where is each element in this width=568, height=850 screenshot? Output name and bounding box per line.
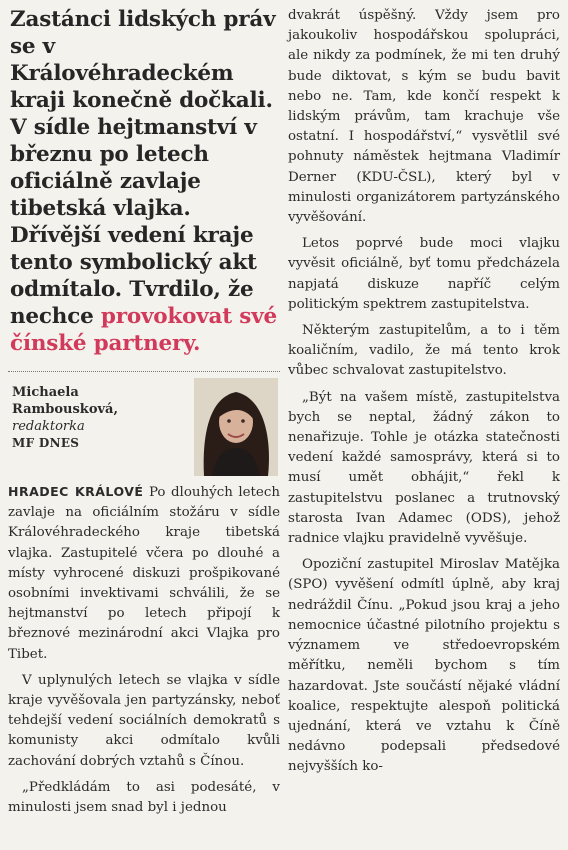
lead-accent-text: provokovat své čínské partnery.	[10, 304, 277, 356]
article-paragraph-3-continued: dvakrát úspěšný. Vždy jsem pro jakoukoliv hospodářskou spolupráci, ale nikdy za podmínek, že mi ten druhý bude diktovat, s kým se budu bavit nebo ne. Tam, kde končí respekt k lidským právům, tam krachuje vše ostatní. I hospodářství,“ vysvětlil své pohnuty náměstek hejtmana Vladimír Derner (KDU-ČSL), který byl v minulosti organizátorem partyzánského vyvěšování.	[288, 8, 560, 226]
article-paragraph-5: Některým zastupitelům, a to i těm koaličním, vadilo, že má tento krok vůbec schvalovat zastupitelstvo.	[288, 323, 560, 379]
article-body-left	[8, 482, 280, 818]
lead-text: Zastánci lidských práv se v Královéhradeckém kraji konečně dočkali. V sídle hejtmanství v březnu po letech oficiálně zavlaje tibetská vlajka. Dřívější vedení kraje tento symbolický akt odmítalo. Tvrdilo, že nechce	[10, 7, 276, 329]
author-photo	[194, 378, 278, 476]
article-paragraph-4: Letos poprvé bude moci vlajku vyvěsit oficiálně, byť tomu předcházela napjatá diskuze napříč celým politickým spektrem zastupitelstva.	[288, 236, 560, 312]
article-paragraph-6: „Být na vašem místě, zastupitelstva bych se neptal, žádný zákon to nenařizuje. Tohle je otázka statečnosti vedení každé samosprávy, která si to musí umět obhájit,“ řekl k zastupitelstvu poslanec a trutnovský starosta Ivan Adamec (ODS), jehož radnice vlajku pravidelně vyvěšuje.	[288, 389, 560, 547]
author-role: redaktorka	[12, 419, 85, 434]
author-byline	[8, 371, 280, 482]
article-paragraph-1	[8, 482, 280, 665]
article-paragraph-2: V uplynulých letech se vlajka v sídle kraje vyvěšovala jen partyzánsky, neboť tehdejší vedení sociálních demokratů s komunisty akci odmítalo kvůli zachování dobrých vztahů s Čínou.	[8, 672, 280, 769]
article-paragraph-7: Opoziční zastupitel Miroslav Matějka (SPO) vyvěšení odmítl úplně, aby kraj nedráždil Čínu. „Pokud jsou kraj a jeho nemocnice účastné pilotního projektu s významem ve středoevropském měřítku, neměli bychom s tím hazardovat. Jste součástí nějaké vládní koalice, respektujte alespoň politická ujednání, která ve vztahu k Číně nedávno podepsali předsedové nejvyšších ko-	[288, 557, 560, 775]
article-paragraph-3: „Předkládám to asi podesáté, v minulosti jsem snad byl i jednou	[8, 779, 280, 816]
author-name: Michaela Rambousková,	[12, 385, 118, 417]
author-info	[12, 384, 182, 452]
paragraph-1-text: Po dlouhých letech zavlaje na oficiálním stožáru v sídle Královéhradeckého kraje tibetská vlajka. Zastupitelé včera po dlouhé a místy vyhrocené diskuzi prošpikované osobními invektivami schválili, že se hejtmanství po letech připojí k březnové mezinárodní akci Vlajka pro Tibet.	[8, 485, 280, 662]
author-source: MF DNES	[12, 436, 80, 450]
right-column	[288, 6, 560, 778]
author-portrait-icon	[194, 378, 278, 476]
dateline: HRADEC KRÁLOVÉ	[8, 484, 144, 499]
lead-paragraph	[10, 6, 280, 357]
left-column	[8, 6, 280, 818]
article-body-right	[288, 6, 560, 778]
